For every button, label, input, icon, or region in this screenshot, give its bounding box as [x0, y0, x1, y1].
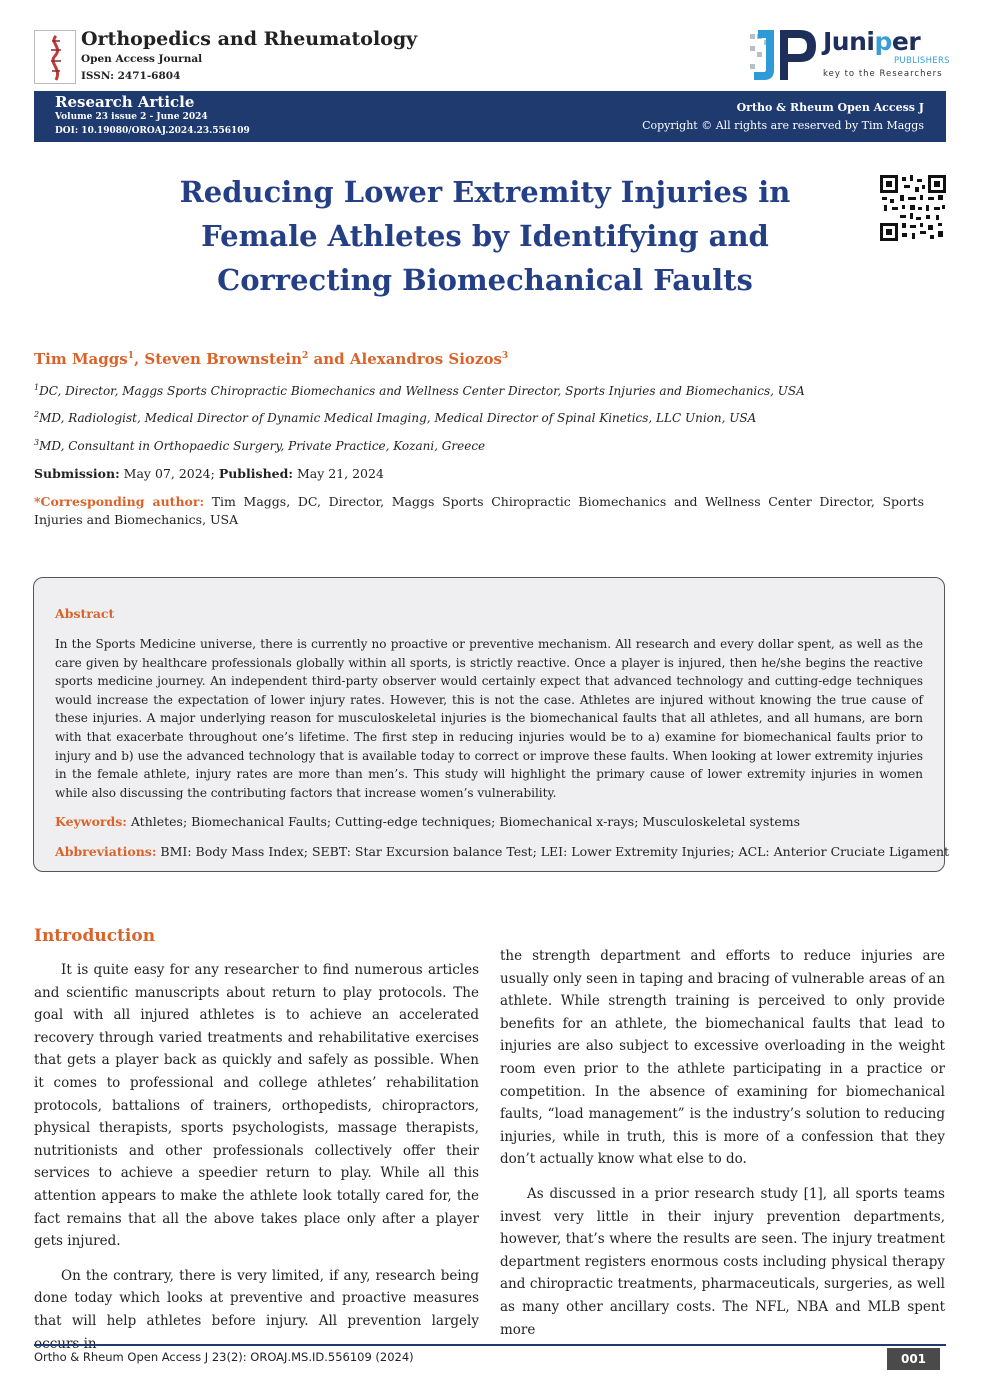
keywords: Keywords: Athletes; Biomechanical Faults; Cutting-edge techniques; Biomechanical x-rays; Musculoskeletal systems — [55, 814, 801, 829]
author-list: Tim Maggs$^1$, Steven Brownstein$^2$ and Alexandros Siozos$^3$ — [34, 350, 509, 368]
banner-copyright: Copyright © All rights are reserved by Tim Maggs — [642, 119, 924, 132]
body-paragraph: It is quite easy for any researcher to find numerous articles and scientific manuscripts about return to play protocols. The goal with all injured athletes is to achieve an accelerated recovery through varied treatments and rehabilitative exercises that gets a player back as quickly and safely as possible. When it comes to professional and college athletes’ rehabilitation protocols, battalions of trainers, orthopedists, chiropractors, physical therapists, sports psychologists, massage therapists, nutritionists and other professionals collectively offer their services to achieve a speedier return to play. While all this attention appears to make the athlete look totally cared for, the fact remains that all the above takes place only after a player gets injured. — [34, 962, 479, 1250]
journal-title: Orthopedics and Rheumatology — [81, 28, 418, 50]
journal-subtitle: Open Access Journal — [81, 53, 203, 65]
affiliation: $^2$MD, Radiologist, Medical Director of Dynamic Medical Imaging, Medical Director of Spinal Kinetics, LLC Union, USA — [34, 410, 757, 425]
article-banner — [34, 91, 946, 142]
qr-code-icon[interactable] — [880, 175, 946, 241]
journal-header — [34, 26, 950, 90]
article-doi[interactable]: DOI: 10.19080/OROAJ.2024.23.556109 — [55, 126, 250, 136]
author-name[interactable]: Steven Brownstein — [144, 350, 303, 368]
title-line: Correcting Biomechanical Faults — [217, 263, 753, 297]
body-column-right — [500, 945, 945, 1353]
title-line: Female Athletes by Identifying and — [201, 219, 769, 253]
abstract-box — [33, 577, 950, 872]
publication-dates: Submission: May 07, 2024; Published: May 21, 2024 — [34, 466, 384, 481]
banner-journal: Ortho & Rheum Open Access J — [736, 101, 924, 114]
author-name[interactable]: Tim Maggs — [34, 350, 128, 368]
article-type: Research Article — [55, 93, 195, 111]
body-paragraph: As discussed in a prior research study [1], all sports teams invest very little in their injury prevention departments, however, that’s where the results are seen. The injury treatment department registers enormous costs including physical therapy and chiropractic treatments, pharmaceuticals, surgeries, as well as many other ancillary costs. The NFL, NBA and MLB spent more — [500, 1185, 945, 1338]
journal-logo-icon — [34, 30, 76, 84]
article-volume: Volume 23 issue 2 - June 2024 — [55, 112, 208, 122]
publisher-logo[interactable] — [744, 26, 949, 84]
affiliation: $^3$MD, Consultant in Orthopaedic Surgery, Private Practice, Kozani, Greece — [34, 438, 486, 453]
body-paragraph: the strength department and efforts to reduce injuries are usually only seen in taping and bracing of vulnerable areas of an athlete. While strength training is perceived to only provide benefits for an athlete, the biomechanical faults that lead to injuries are also subject to excessive overloading in the weight room even prior to the athlete participating in a practice or competition. In the absence of examining for biomechanical faults, “load management” is the industry’s solution to reducing injuries, while in truth, this is more of a confession that they don’t actually know what else to do. — [500, 948, 945, 1168]
footer-citation: Ortho & Rheum Open Access J 23(2): OROAJ.MS.ID.556109 (2024) — [34, 1350, 414, 1364]
article-title — [90, 170, 880, 302]
introduction-heading: Introduction — [34, 926, 156, 946]
abstract-heading: Abstract — [55, 606, 115, 621]
body-column-left — [34, 959, 479, 1367]
publisher-tagline: key to the Researchers — [823, 69, 943, 79]
author-name[interactable]: Alexandros Siozos — [349, 350, 502, 368]
journal-issn: ISSN: 2471-6804 — [81, 70, 181, 82]
page-number: 001 — [887, 1348, 940, 1370]
abbreviations: Abbreviations: BMI: Body Mass Index; SEBT: Star Excursion balance Test; LEI: Lower Extremity Injuries; ACL: Anterior Cruciate Ligament — [55, 844, 950, 859]
publisher-name: Juniper — [823, 27, 921, 56]
corresponding-author: *Corresponding author: Tim Maggs, DC, Director, Maggs Sports Chiropractic Biomechanics and Wellness Center Director, Sports Injuries and Biomechanics, USA — [34, 494, 925, 527]
jp-mark-icon — [744, 26, 820, 84]
title-line: Reducing Lower Extremity Injuries in — [179, 175, 791, 209]
footer-divider — [34, 1344, 946, 1346]
publisher-sub: PUBLISHERS — [894, 56, 950, 66]
abstract-text: In the Sports Medicine universe, there is currently no proactive or preventive mechanism. All research and every dollar spent, as well as the care given by healthcare professionals globally within all sports, is strictly reactive. Once a player is injured, then he/she begins the reactive sports medicine journey. An independent third-party observer would certainly expect that advanced technology and cutting-edge techniques would increase the expectation of lower injury rates. However, this is not the case. Athletes are injured without knowing the true cause of these injuries. A major underlying reason for musculoskeletal injuries is the biomechanical faults that all athletes, and all humans, are born with that exacerbate throughout one’s lifetime. The first step in reducing injuries would be to a) examine for biomechanical faults prior to injury and b) use the advanced technology that is available today to correct or improve these faults. When looking at lower extremity injuries in the female athlete, injury rates are more than men’s. This study will highlight the primary cause of lower extremity injuries in women while also discussing the contributing factors that increase women’s vulnerability. — [55, 637, 923, 800]
body-paragraph: On the contrary, there is very limited, if any, research being done today which looks at preventive and proactive measures that will help athletes before injury. All prevention largely — [34, 1267, 479, 1329]
affiliation: $^1$DC, Director, Maggs Sports Chiropractic Biomechanics and Wellness Center Director, Sports Injuries and Biomechanics, USA — [34, 383, 805, 398]
